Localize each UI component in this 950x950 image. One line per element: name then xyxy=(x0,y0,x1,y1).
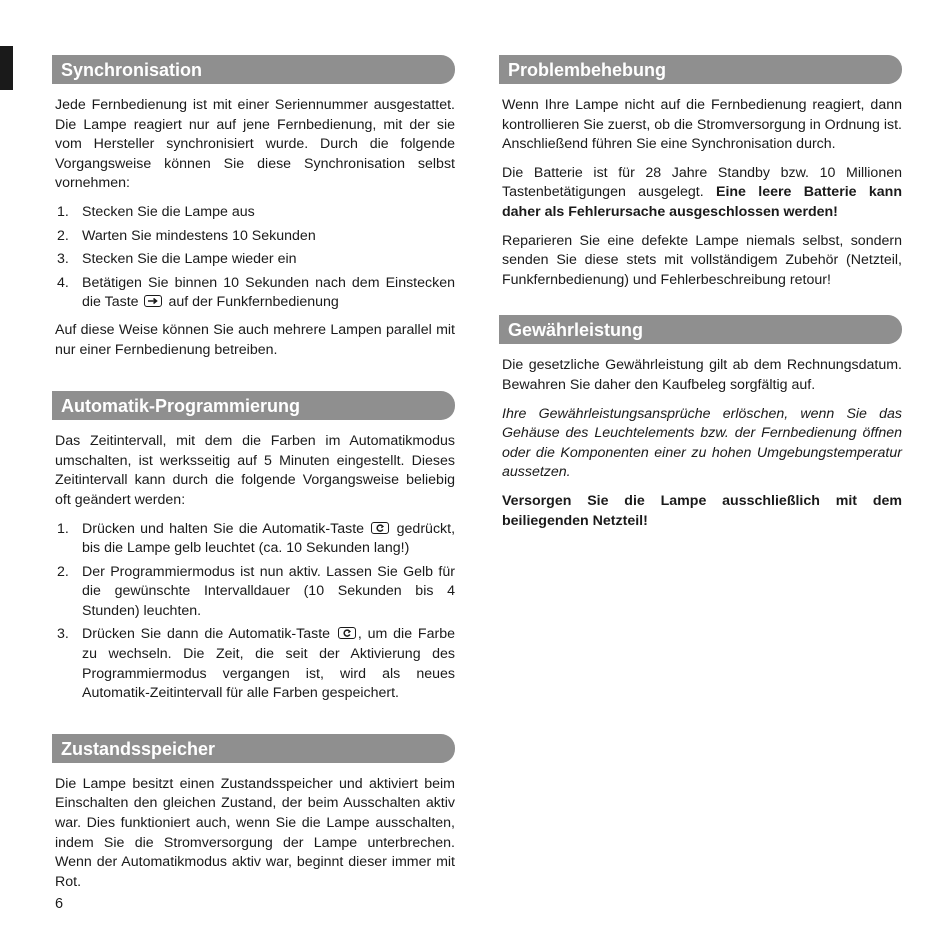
list-number: 1. xyxy=(57,203,69,220)
paragraph xyxy=(502,164,902,223)
list-text: Warten Sie mindestens 10 Sekunden xyxy=(82,227,316,244)
section-synchronisation xyxy=(52,55,455,360)
list-item xyxy=(52,203,455,223)
list-text: , um die Farbe zu wechseln. Die Zeit, die seit der Aktivierung des Programmiermodus vergangen ist, wird als neues Automatik-Zeitintervall für alle Farben gespeichert. xyxy=(82,626,455,702)
list-number: 2. xyxy=(57,563,69,580)
section-heading: Automatik-Programmierung xyxy=(52,391,455,420)
paragraph xyxy=(502,405,902,483)
sync-key-icon xyxy=(144,295,162,307)
paragraph xyxy=(502,492,902,531)
list-text: Betätigen Sie binnen 10 Sekunden nach dem Einstecken die Taste xyxy=(82,274,455,311)
paragraph: Auf diese Weise können Sie auch mehrere Lampen parallel mit nur einer Fernbedienung betreiben. xyxy=(55,321,455,358)
list-item xyxy=(52,274,455,313)
page-number: 6 xyxy=(55,896,64,912)
list-text: Stecken Sie die Lampe wieder ein xyxy=(82,251,297,268)
section-heading: Synchronisation xyxy=(52,55,455,84)
paragraph: Das Zeitintervall, mit dem die Farben im Automatikmodus umschalten, ist werksseitig auf 5 Minuten eingestellt. Dieses Zeitintervall kann durch die folgende Vorgangsweise beliebig oft geändert werden: xyxy=(55,433,455,508)
section-gewaehrleistung xyxy=(499,315,902,531)
section-automatik-programmierung xyxy=(52,391,455,704)
numbered-list xyxy=(52,203,455,313)
list-item xyxy=(52,563,455,622)
list-number: 3. xyxy=(57,626,69,643)
list-item xyxy=(52,625,455,703)
automatik-key-icon xyxy=(338,627,356,639)
list-item xyxy=(52,520,455,559)
automatik-key-icon xyxy=(371,522,389,534)
right-column xyxy=(499,55,902,540)
list-text: Drücken Sie dann die Automatik-Taste xyxy=(82,626,331,643)
list-number: 2. xyxy=(57,227,69,244)
section-heading: Zustandsspeicher xyxy=(52,734,455,763)
paragraph: Die gesetzliche Gewährleistung gilt ab dem Rechnungsdatum. Bewahren Sie daher den Kaufbeleg sorgfältig auf. xyxy=(502,357,902,393)
paragraph-text: Die Batterie ist für 28 Jahre Standby bzw. 10 Millionen Tastenbetätigungen ausgelegt. xyxy=(502,164,902,201)
numbered-list xyxy=(52,520,455,704)
bold-text: Eine leere Batterie kann daher als Fehlerursache ausgeschlossen werden! xyxy=(502,184,902,220)
list-text: auf der Funkfernbedienung xyxy=(168,294,339,311)
list-text: gedrückt, bis die Lampe gelb leuchtet (ca. 10 Sekunden lang!) xyxy=(82,520,456,557)
section-heading: Gewährleistung xyxy=(499,315,902,344)
paragraph: Wenn Ihre Lampe nicht auf die Fernbedienung reagiert, dann kontrollieren Sie zuerst, ob die Stromversorgung in Ordnung ist. Anschließend führen Sie eine Synchronisation durch. xyxy=(502,97,902,153)
paragraph: Jede Fernbedienung ist mit einer Seriennummer ausgestattet. Die Lampe reagiert nur auf jene Fernbedienung, mit der sie vom Hersteller synchronisiert wurde. Durch die folgende Vorgangsweise können Sie diese Synchronisation selbst vornehmen: xyxy=(55,97,455,192)
left-column xyxy=(52,55,455,901)
list-text: Der Programmiermodus ist nun aktiv. Lassen Sie Gelb für die gewünschte Intervalldauer (10 Sekunden bis 4 Stunden) leuchten. xyxy=(82,563,455,619)
page-edge-tab xyxy=(0,46,13,90)
section-problembehebung xyxy=(499,55,902,290)
list-number: 1. xyxy=(57,520,69,537)
paragraph: Reparieren Sie eine defekte Lampe niemals selbst, sondern senden Sie diese stets mit vollständigem Zubehör (Netzteil, Funkfernbedienung) und Fehlerbeschreibung retour! xyxy=(502,232,902,288)
list-text: Stecken Sie die Lampe aus xyxy=(82,203,255,220)
paragraph: Die Lampe besitzt einen Zustandsspeicher und aktiviert beim Einschalten den gleichen Zustand, der beim Ausschalten aktiv war. Dies funktioniert auch, wenn Sie die Lampe ausschalten, indem Sie die Stromversorgung der Lampe unterbrechen. Wenn der Automatikmodus aktiv war, beginnt dieser immer mit Rot. xyxy=(55,775,455,890)
list-number: 3. xyxy=(57,251,69,268)
section-heading: Problembehebung xyxy=(499,55,902,84)
list-item xyxy=(52,227,455,247)
italic-text: Ihre Gewährleistungsansprüche erlöschen, wenn Sie das Gehäuse des Leuchtelements bzw. der Fernbedienung öffnen oder die Komponenten einer zu hohen Umgebungstemperatur aussetzen. xyxy=(502,405,902,481)
list-text: Drücken und halten Sie die Automatik-Taste xyxy=(82,520,365,537)
list-item xyxy=(52,250,455,270)
list-number: 4. xyxy=(57,274,69,291)
section-zustandsspeicher xyxy=(52,734,455,893)
bold-text: Versorgen Sie die Lampe ausschließlich mit dem beiliegenden Netzteil! xyxy=(502,492,902,529)
